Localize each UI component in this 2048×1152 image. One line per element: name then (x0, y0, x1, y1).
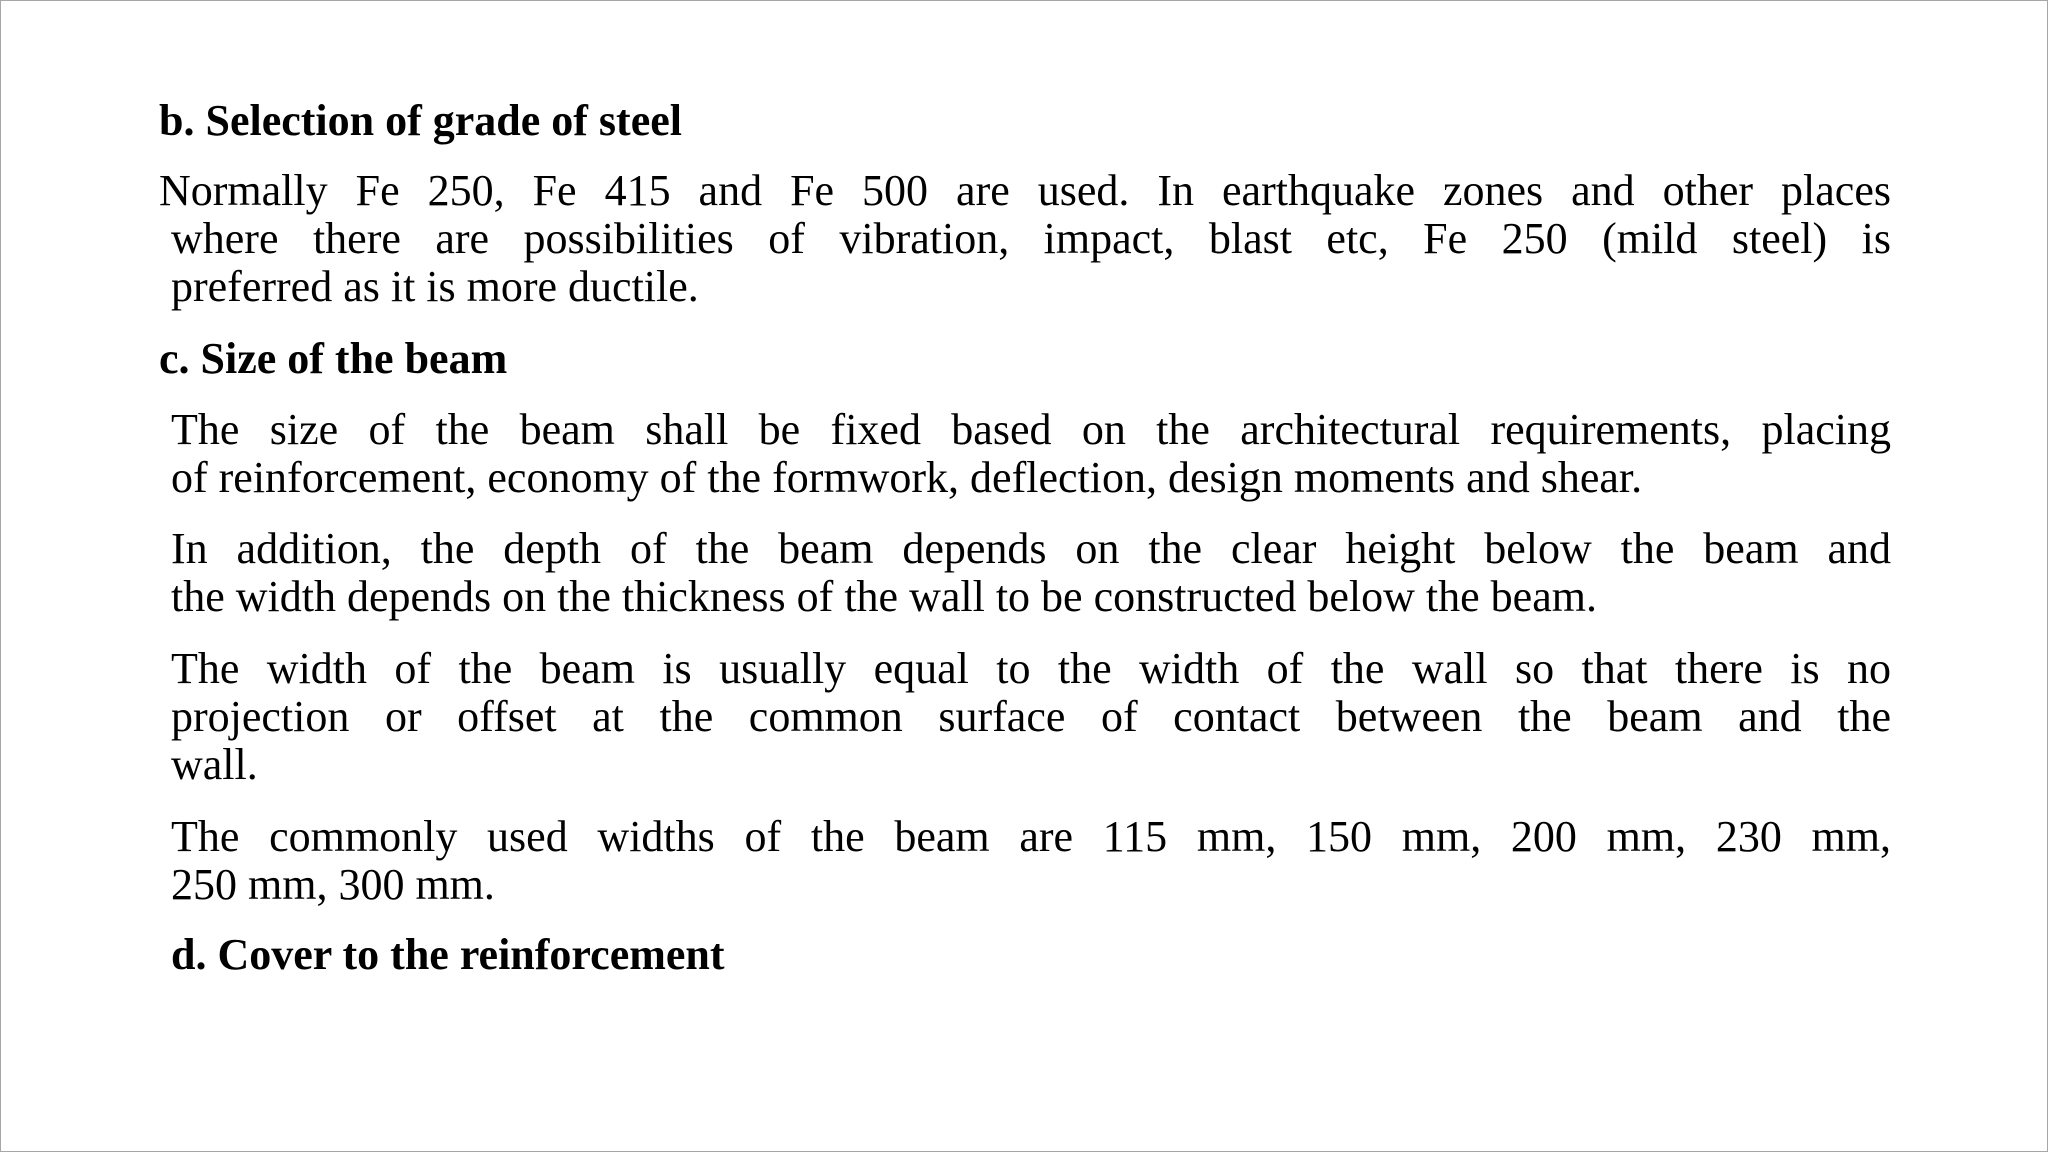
text-line: the width depends on the thickness of the wall to be constructed below the beam. (171, 572, 1597, 621)
text-line: Normally Fe 250, Fe 415 and Fe 500 are used. In earthquake zones and other places (159, 166, 1891, 215)
paragraph-steel-grade (159, 167, 1891, 311)
paragraph-beam-size-1 (171, 406, 1891, 502)
text-line: preferred as it is more ductile. (171, 262, 699, 311)
paragraph-beam-size-3 (171, 645, 1891, 789)
text-line: In addition, the depth of the beam depends on the clear height below the beam and (171, 524, 1891, 573)
text-line: of reinforcement, economy of the formwork, deflection, design moments and shear. (171, 453, 1643, 502)
text-line: projection or offset at the common surface of contact between the beam and the (171, 692, 1891, 741)
paragraph-beam-size-4 (171, 813, 1891, 909)
text-line: The size of the beam shall be fixed based on the architectural requirements, placing (171, 405, 1891, 454)
text-line: The commonly used widths of the beam are 115 mm, 150 mm, 200 mm, 230 mm, (171, 812, 1891, 861)
slide-content (1, 1, 2048, 1152)
text-line: wall. (171, 740, 258, 789)
heading-steel-grade: b. Selection of grade of steel (159, 96, 682, 145)
heading-cover-reinforcement: d. Cover to the reinforcement (171, 930, 725, 979)
heading-beam-size: c. Size of the beam (159, 334, 508, 383)
text-line: The width of the beam is usually equal to the width of the wall so that there is no (171, 644, 1891, 693)
text-line: 250 mm, 300 mm. (171, 860, 495, 909)
text-line: where there are possibilities of vibration, impact, blast etc, Fe 250 (mild steel) is (171, 214, 1891, 263)
paragraph-beam-size-2 (171, 525, 1891, 621)
